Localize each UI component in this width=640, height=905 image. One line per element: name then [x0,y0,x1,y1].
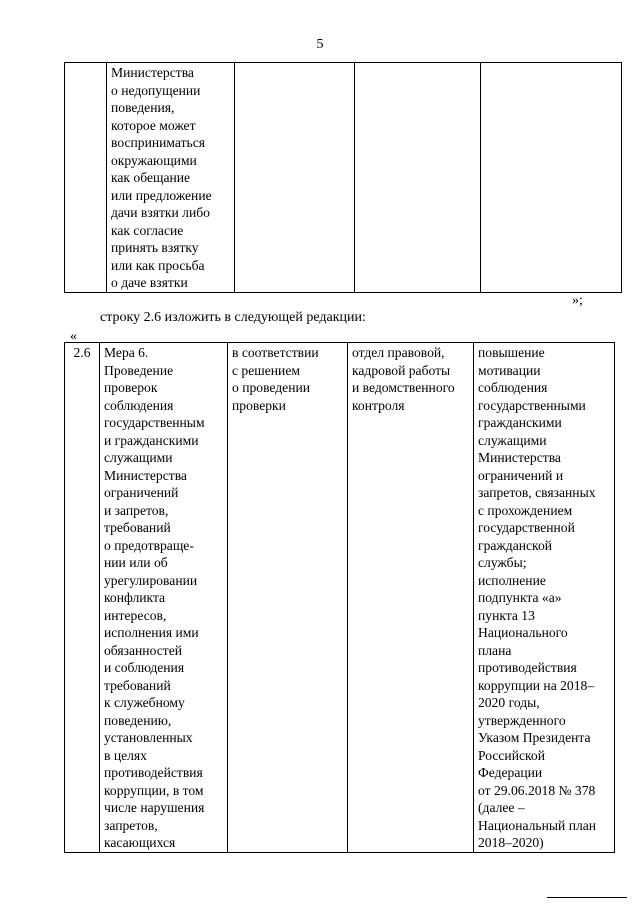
table-cell-responsible [355,63,481,293]
amended-row-table [64,342,615,853]
cell-text [232,344,344,414]
cell-text [352,344,470,414]
table-cell-result [474,343,615,853]
footer-rule [547,897,627,898]
text-line: Министерства [104,467,187,483]
text-line: Проведение [104,362,174,378]
text-line: утвержденного [478,712,566,728]
text-line: дачи взятки либо [111,205,210,220]
text-line: с решением [232,362,300,378]
text-line: исполнения ими [104,625,199,640]
table-cell-measure [107,63,235,293]
text-line: урегулировании [104,572,198,588]
text-line: или предложение [111,187,212,203]
text-line: о даче взятки [111,275,188,290]
text-line: окружающими [111,152,197,168]
text-line: служащими [478,432,547,448]
text-line: интересов, [104,607,167,623]
text-line: о недопущении [111,82,201,98]
text-line: гражданскими [478,415,562,430]
text-line: государственной [478,520,575,535]
cell-text [111,64,231,292]
text-line: мотивации [478,362,541,378]
text-line: как согласие [111,222,184,238]
table-row [65,63,622,293]
text-line: соблюдения [104,397,174,413]
table-cell-result [481,63,622,293]
text-line: Мера 6. [104,345,149,360]
text-line: и гражданскими [104,432,199,448]
table-cell-number [65,63,107,293]
text-line: конфликта [104,590,166,605]
text-line: о проведении [232,380,311,395]
text-line: или как просьба [111,257,205,273]
text-line: государственными [478,397,586,413]
text-line: проверки [232,397,286,413]
text-line: Федерации [478,765,543,780]
table-cell-responsible [348,343,474,853]
text-line: числе нарушения [104,800,205,815]
text-line: установленных [104,730,193,745]
text-line: 2018–2020) [478,835,544,850]
text-line: запретов, [104,817,158,833]
text-line: (далее – [478,800,525,815]
text-line: коррупции на 2018– [478,677,595,693]
text-line: соблюдения [478,380,548,395]
text-line: Министерства [111,65,194,80]
text-line: в соответствии [232,345,319,360]
text-line: коррупции, в том [104,782,204,798]
table-cell-number [65,343,100,853]
table-cell-timing [235,63,355,293]
text-line: противодействия [478,660,577,675]
text-line: служащими [104,450,173,465]
text-line: требований [104,520,171,535]
closing-quote: »; [572,293,583,308]
text-line: противодействия [104,765,203,780]
text-line: кадровой работы [352,362,451,378]
cell-text [104,344,224,852]
page-number: 5 [316,37,324,52]
text-line: о предотвраще- [104,537,194,553]
text-line: восприниматься [111,135,206,150]
continued-table [64,62,622,293]
text-line: обязанностей [104,642,182,658]
text-line: Российской [478,747,545,763]
text-line: к служебному [104,695,185,710]
text-line: касающихся [104,835,176,850]
text-line: принять взятку [111,240,199,255]
text-line: 2020 годы, [478,695,540,710]
text-line: подпункта «а» [478,590,562,605]
opening-quote: « [70,329,77,344]
text-line: которое может [111,117,196,133]
text-line: плана [478,642,512,658]
table-row [65,343,615,853]
text-line: отдел правовой, [352,345,445,360]
text-line: проверок [104,380,158,395]
text-line: гражданской [478,537,553,553]
text-line: повышение [478,345,545,360]
text-line: как обещание [111,170,191,185]
text-line: и ведомственного [352,380,455,395]
text-line: пункта 13 [478,607,535,623]
text-line: поведению, [104,712,172,728]
text-line: и соблюдения [104,660,185,675]
amendment-instruction: строку 2.6 изложить в следующей редакции: [100,310,366,325]
text-line: ограничений и [478,467,564,483]
text-line: государственным [104,415,205,430]
text-line: службы; [478,555,527,570]
text-line: в целях [104,747,147,763]
text-line: Национальный план [478,817,597,833]
row-number: 2.6 [73,345,91,360]
text-line: Указом Президента [478,730,591,745]
text-line: ограничений [104,485,179,500]
table-cell-measure [100,343,228,853]
text-line: и запретов, [104,502,169,518]
text-line: поведения, [111,100,175,115]
text-line: требований [104,677,171,693]
text-line: нии или об [104,555,168,570]
table-cell-timing [228,343,348,853]
text-line: исполнение [478,572,546,588]
text-line: с прохождением [478,502,573,518]
text-line: контроля [352,397,405,413]
text-line: Национального [478,625,568,640]
cell-text [478,344,611,852]
text-line: запретов, связанных [478,485,596,500]
text-line: Министерства [478,450,561,465]
text-line: от 29.06.2018 № 378 [478,782,596,798]
